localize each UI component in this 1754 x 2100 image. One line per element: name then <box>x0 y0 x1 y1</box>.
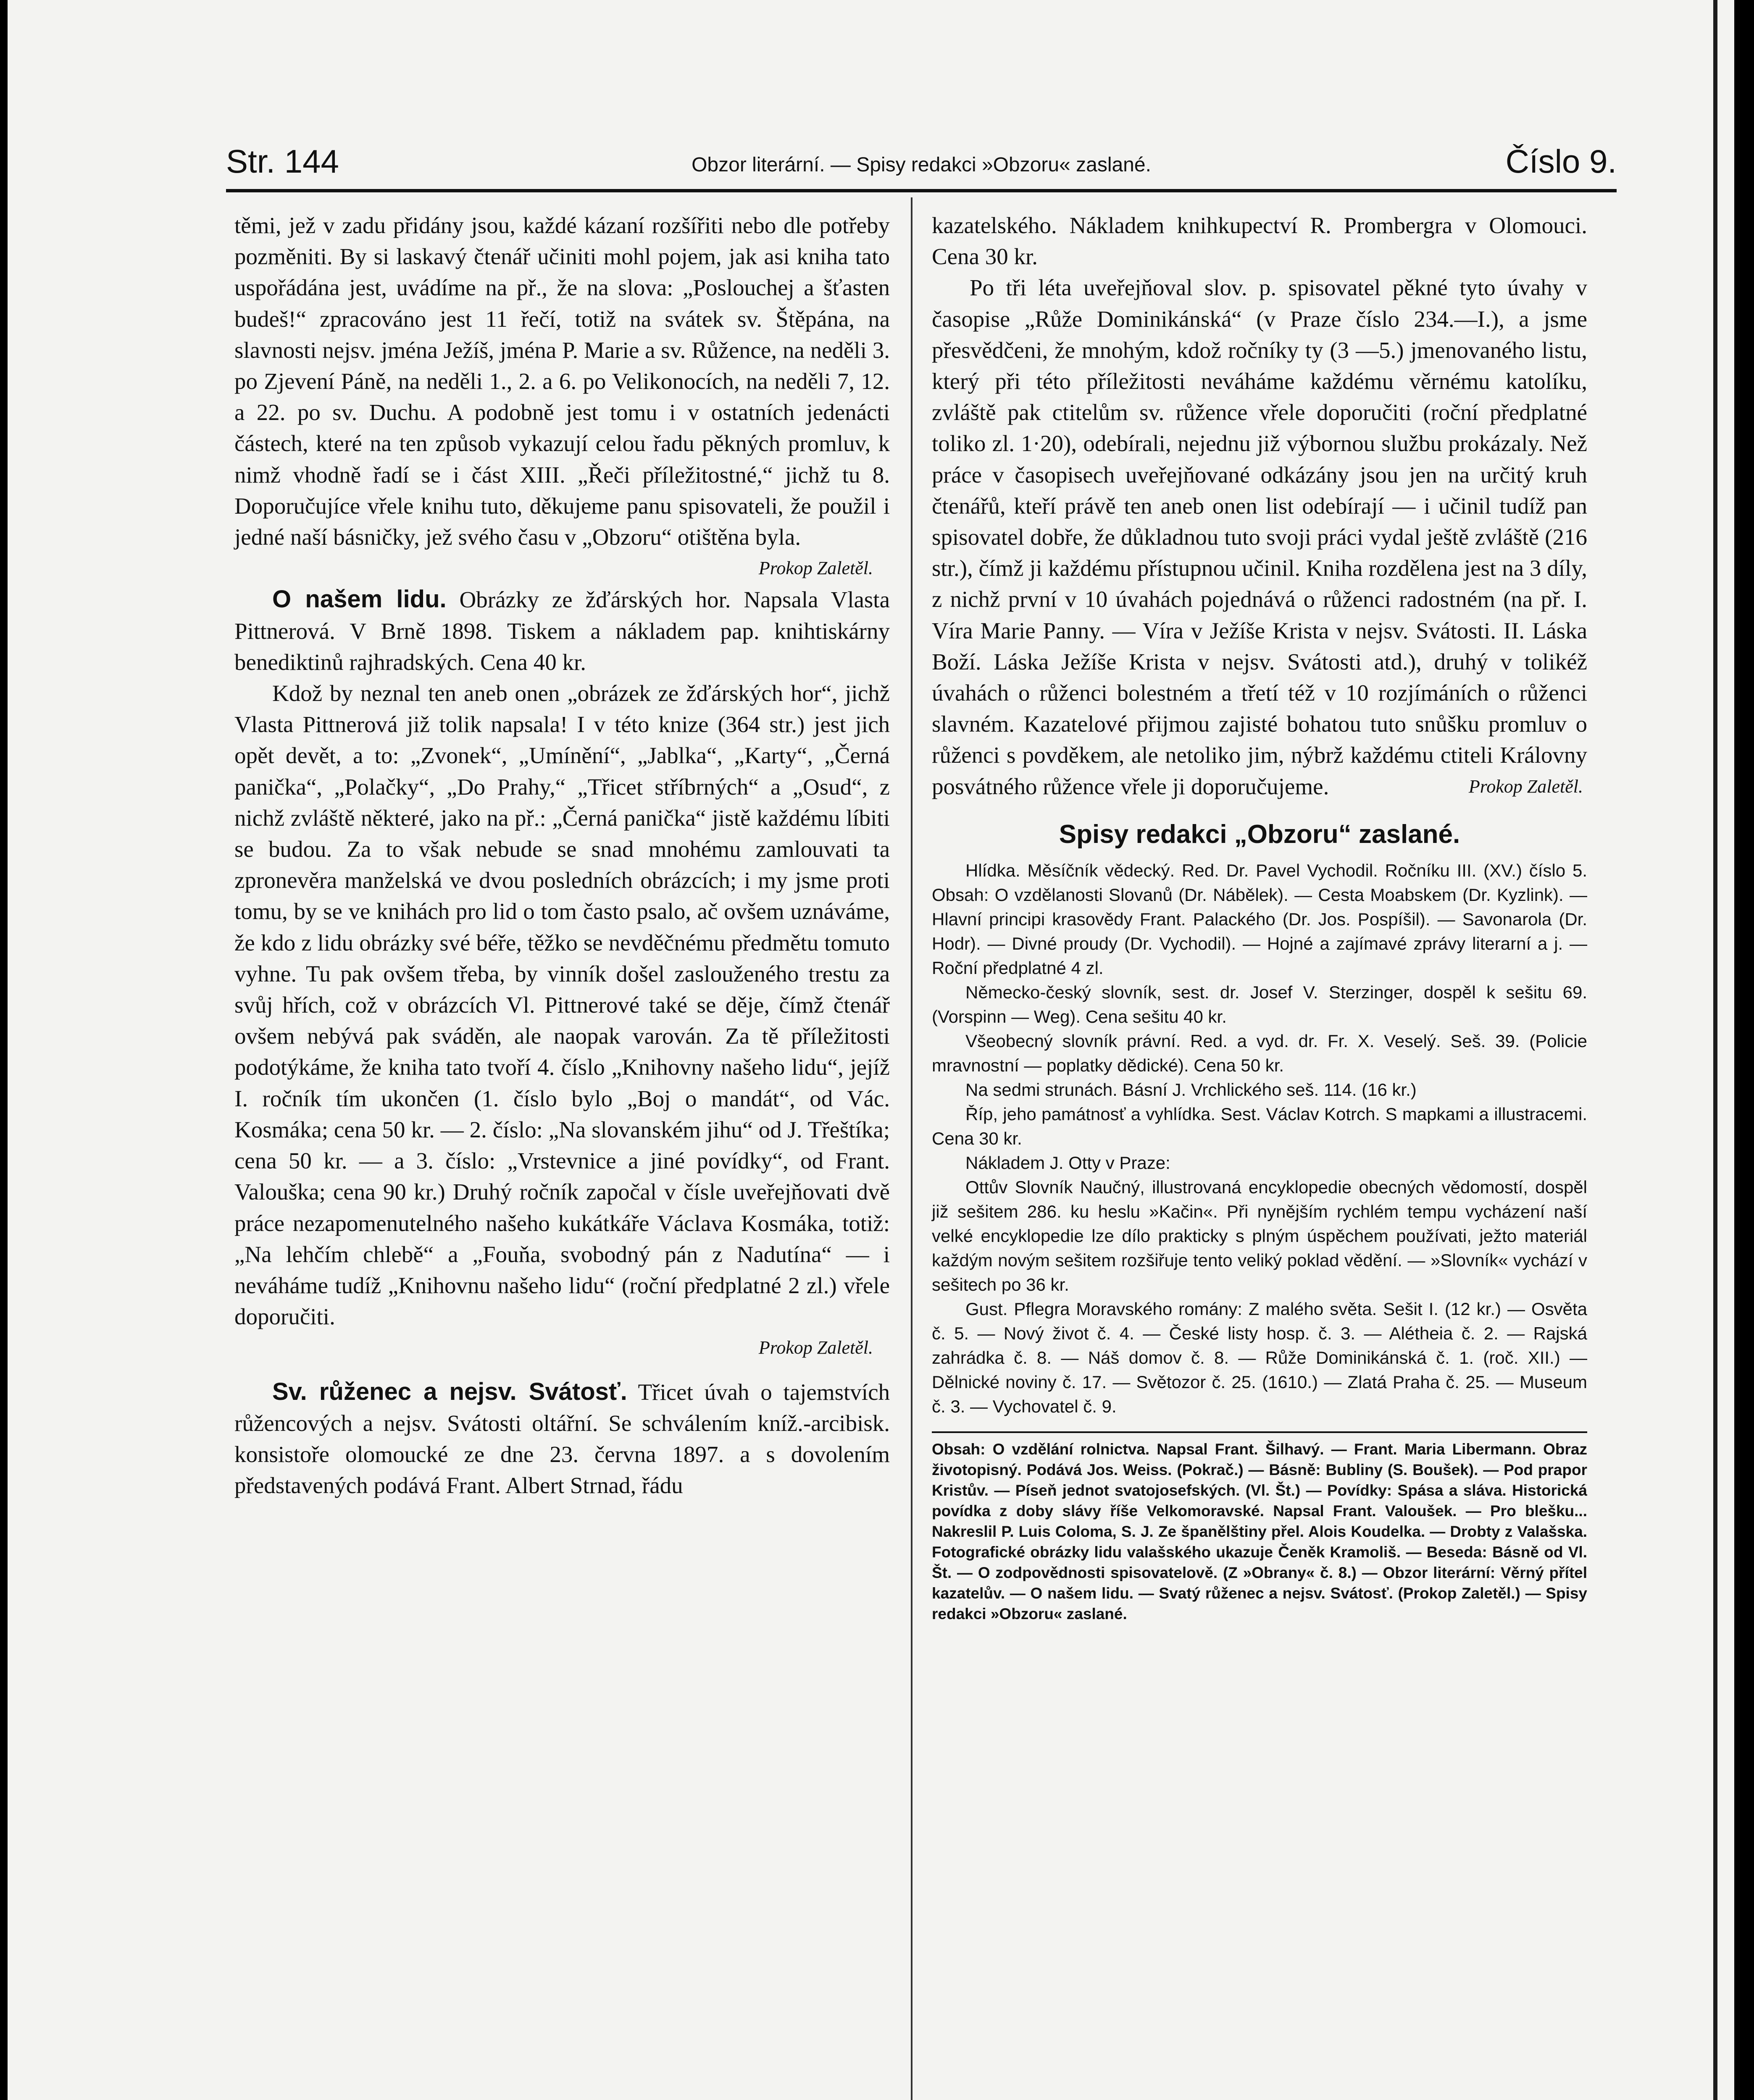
review-title: O našem lidu. <box>272 585 447 613</box>
header-rule <box>226 189 1617 192</box>
signature: Prokop Zaletěl. <box>758 1337 873 1358</box>
list-item: Ottův Slovník Naučný, illustrovaná encyklopedie obecných vědomostí, dospěl již sešitem 286. ku heslu »Kačin«. Při nynějším rychlém tempu vycházení naší velké encyklopedie lze dílo prakticky s plným úspěchem používati, ježto materiál každým novým sešitem rozšiřuje tento veliký poklad vědění. — »Slovník« vychází v sešitech po 36 kr. <box>932 1177 1587 1295</box>
review-heading <box>234 584 890 678</box>
page-number: Str. 144 <box>226 143 339 180</box>
review-text: Po tři léta uveřejňoval slov. p. spisovatel pěkné tyto úvahy v časopise „Růže Dominikánská“ (v Praze číslo 234.—I.), a jsme přesvědčeni, že mnohým, kdož ročníky ty (3 —5.) jmenovaného listu, který při této příležitosti neváháme každému věrnému katolíku, zvláště pak ctitelům sv. růžence vřele doporučiti (roční předplatné toliko zl. 1·20), odebírali, nejednu již výbornou službu prokázaly. Než práce v časopisech uveřejňované odkázány jsou jen na určitý kruh čtenářů, kteří právě ten aneb onen list odebírají — i učinil tudíž pan spisovatel dobře, že důkladnou tuto svoji práci vydal ještě zvláště (216 str.), čímž ji každému přístupnou učinil. Kniha rozdělena jest na 3 díly, z nichž první v 10 úvahách pojednává o růženci radostném (na př. I. Víra Marie Panny. — Víra v Ježíše Krista v nejsv. Svátosti. II. Láska Boží. Láska Ježíše Krista v nejsv. Svátosti atd.), druhý v tolikéž úvahách o růženci bolestném a třetí též v 10 rozjímáních o růženci slavném. Kazatelové přijmou zajisté bohatou tuto snůšku promluv o růženci s povděkem, ale netoliko jim, nýbrž každému ctiteli Královny posvátného růžence vřele ji doporučujeme. Prokop Zaletěl. <box>932 272 1587 802</box>
running-header <box>226 139 1617 185</box>
received-list <box>932 858 1587 1419</box>
column-divider <box>911 197 913 2100</box>
review-meta: Třicet úvah o tajemstvích růžencových a nejsv. Svátosti oltářní. Se schválením kníž.-arcibisk. konsistoře olomoucké ze dne 23. června 1897. a s dovolením představených podává Frant. Albert Strnad, řádu <box>234 1379 890 1499</box>
review-title: Sv. růženec a nejsv. Svátosť. <box>272 1378 627 1405</box>
header-title: Obzor literární. — Spisy redakci »Obzoru« zaslané. <box>692 154 1151 176</box>
list-item: Německo-český slovník, sest. dr. Josef V. Sterzinger, dospěl k sešitu 69. (Vorspinn — Weg). Cena sešitu 40 kr. <box>932 982 1587 1027</box>
page-edge <box>1713 0 1717 2100</box>
review-text: kazatelského. Nákladem knihkupectví R. Prombergra v Olomouci. Cena 30 kr. <box>932 213 1587 270</box>
review-meta: Obrázky ze žďárských hor. Napsala Vlasta Pittnerová. V Brně 1898. Tiskem a nákladem pap. knihtiskárny benediktinů rajhradských. Cena 40 kr. <box>234 587 890 675</box>
list-item: Nákladem J. Otty v Praze: <box>965 1153 1170 1173</box>
list-item: Gust. Pflegra Moravského romány: Z malého světa. Sešit I. (12 kr.) — Osvěta č. 5. — Nový život č. 4. — České listy hosp. č. 3. — Alétheia č. 2. — Rajská zahrádka č. 8. — Náš domov č. 8. — Růže Dominikánská č. 1. (roč. XII.) — Dělnické noviny č. 17. — Světozor č. 25. (1610.) — Zlatá Praha č. 25. — Museum č. 3. — Vychovatel č. 9. <box>932 1299 1587 1417</box>
section-title: Spisy redakci „Obzoru“ zaslané. <box>1059 819 1460 849</box>
review-text: těmi, jež v zadu přidány jsou, každé kázaní rozšířiti nebo dle potřeby pozměniti. By si laskavý čtenář učiniti mohl pojem, jak asi kniha tato uspořádána jest, uvádíme na př., že na slova: „Poslouchej a šťasten budeš!“ zpracováno jest 11 řečí, totiž na svátek sv. Štěpána, na slavnosti nejsv. jména Ježíš, jména P. Marie a sv. Růžence, na neděli 3. po Zjevení Páně, na neděli 1., 2. a 6. po Velikonocích, na neděli 7, 12. a 22. po sv. Duchu. A podobně jest tomu i v ostatních jedenácti částech, které na ten způsob vykazují celou řadu pěkných promluv, k nimž vhodně řadí se i část XIII. „Řeči příležitostné,“ jichž tu 8. Doporučujíce vřele knihu tuto, děkujeme panu spisovateli, že použil i jedné naší básničky, jež svého času v „Obzoru“ otištěna byla. <box>234 213 890 550</box>
table-of-contents: Obsah: O vzdělání rolnictva. Napsal Frant. Šilhavý. — Frant. Maria Libermann. Obraz životopisný. Podává Jos. Weiss. (Pokrač.) — Básně: Bubliny (S. Boušek). — Pod prapor Kristův. — Píseň jednot svatojosefských. (Vl. Št.) — Povídky: Spása a sláva. Historická povídka z doby slávy říše Velkomoravské. Napsal Frant. Valoušek. — Pro blešku... Nakreslil P. Luis Coloma, S. J. Ze španělštiny přel. Alois Koudelka. — Drobty z Valašska. Fotografické obrázky lidu valašského ukazuje Čeněk Kramoliš. — Beseda: Básně od Vl. Št. — O zodpovědnosti spisovatelově. (Z »Obrany« č. 8.) — Obzor literární: Věrný přítel kazatelův. — O našem lidu. — Svatý růženec a nejsv. Svátosť. (Prokop Zaletěl.) — Spisy redakci »Obzoru« zaslané. <box>932 1431 1587 1624</box>
issue-number: Číslo 9. <box>1505 143 1617 180</box>
signature: Prokop Zaletěl. <box>758 558 873 579</box>
review-text: Kdož by neznal ten aneb onen „obrázek ze žďárských hor“, jichž Vlasta Pittnerová již tolik napsala! I v této knize (364 str.) jest jich opět devět, a to: „Zvonek“, „Umínění“, „Jablka“, „Karty“, „Černá panička“, „Polačky“, „Do Prahy,“ „Třicet stříbrných“ a „Osud“, z nichž zvláště některé, jako na př.: „Černá panička“ jistě každému líbiti se budou. Za to však nebude se snad mnohému zamlouvati ta zpronevěra manželská ve dvou posledních obrázcích; i my jsme proti tomu, by se ve knihách pro lid o tom často psalo, ač ovšem uznáváme, že kdo z lidu obrázky své béře, těžko se nevděčnému předmětu tomuto vyhne. Tu pak ovšem třeba, by vinník došel zaslouženého trestu za svůj hřích, což v obrázcích Vl. Pittnerové také se děje, čímž čtenář ovšem nebývá pak sváděn, ale naopak varován. Za tě příležitosti podotýkáme, že kniha tato tvoří 4. číslo „Knihovny našeho lidu“, jejíž I. ročník tím ukončen (1. číslo bylo „Boj o mandát“, od Vác. Kosmáka; cena 50 kr. — 2. číslo: „Na slovanském jihu“ od J. Třeštíka; cena 50 kr. — a 3. číslo: „Vrstevnice a jiné povídky“, od Frant. Valouška; cena 90 kr.) Druhý ročník započal v čísle uveřejňovati dvě práce nezapomenutelného našeho kukátkáře Václava Kosmáka, totiž: „Na lehčím chlebě“ a „Fouňa, svobodný pán z Nadutína“ — i neváháme tudíž „Knihovnu našeho lidu“ (roční předplatné 2 zl.) vřele doporučiti. <box>234 680 890 1330</box>
page <box>8 0 1734 2100</box>
list-item: Hlídka. Měsíčník vědecký. Red. Dr. Pavel Vychodil. Ročníku III. (XV.) číslo 5. Obsah: O vzdělanosti Slovanů (Dr. Nábělek). — Cesta Moabskem (Dr. Kyzlink). — Hlavní principi krasovědy Frant. Palackého (Dr. Jos. Pospíšil). — Savonarola (Dr. Hodr). — Divné proudy (Dr. Vychodil). — Hojné a zajímavé zprávy literarní a j. — Roční předplatné 4 zl. <box>932 861 1587 978</box>
signature: Prokop Zaletěl. <box>1468 776 1583 797</box>
right-column <box>932 210 1587 1624</box>
list-item: Na sedmi strunách. Básní J. Vrchlického seš. 114. (16 kr.) <box>965 1080 1417 1100</box>
list-item: Všeobecný slovník právní. Red. a vyd. dr. Fr. X. Veselý. Seš. 39. (Policie mravnostní — poplatky dědické). Cena 50 kr. <box>932 1031 1587 1076</box>
left-column <box>234 210 890 1501</box>
list-item: Říp, jeho památnosť a vyhlídka. Sest. Václav Kotrch. S mapkami a illustracemi. Cena 30 kr. <box>932 1104 1587 1149</box>
review-heading <box>234 1376 890 1502</box>
